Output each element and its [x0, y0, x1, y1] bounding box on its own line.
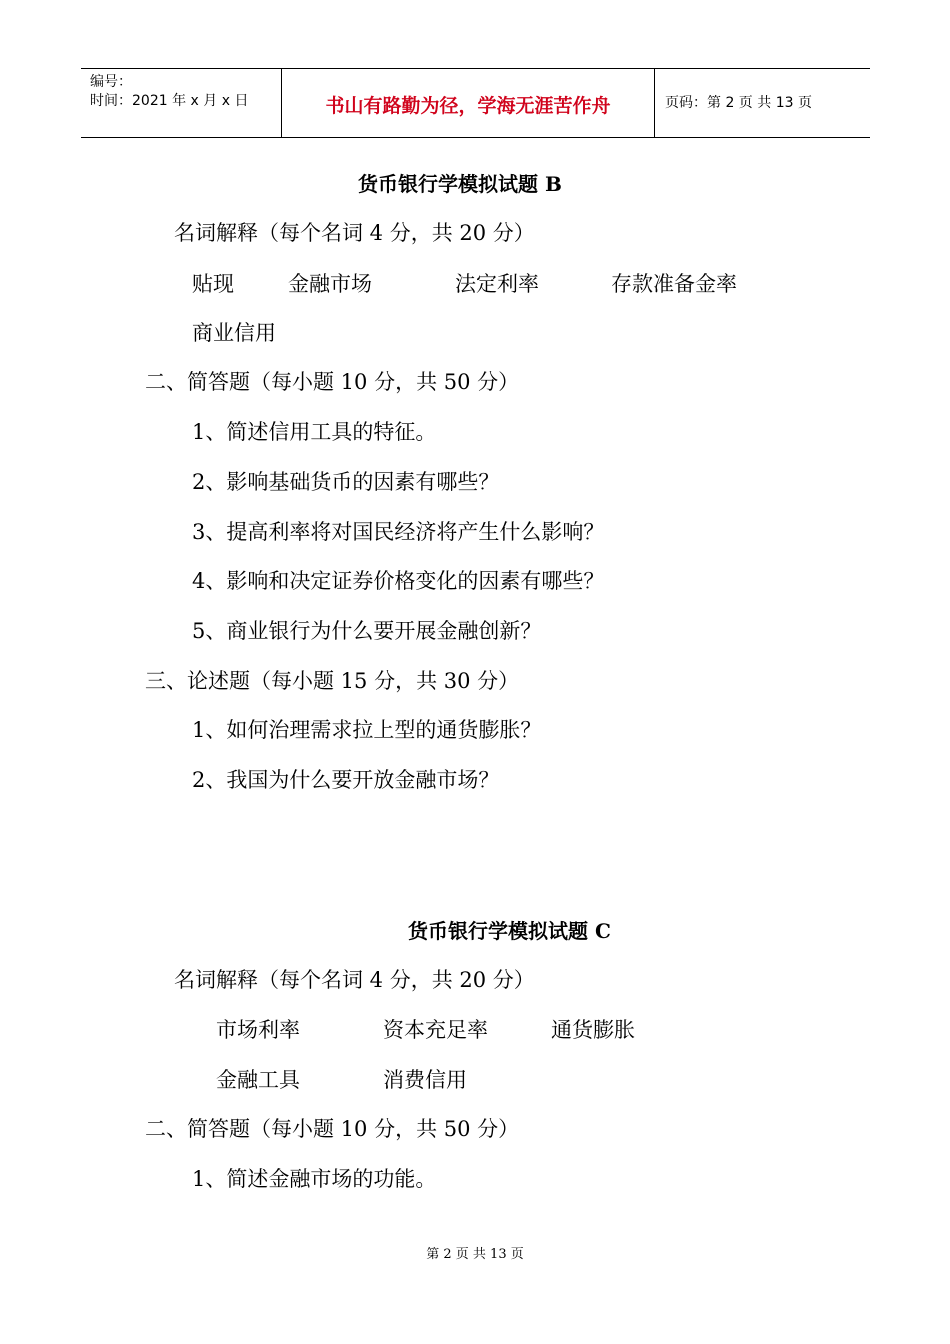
section-b-term: 法定利率 [455, 272, 539, 296]
section-c-terms-heading: 名词解释（每个名词 4 分，共 20 分） [174, 968, 535, 992]
section-b-term: 金融市场 [288, 272, 372, 296]
section-b-essay-item: 2、我国为什么要开放金融市场？ [192, 768, 500, 792]
section-c-term: 消费信用 [383, 1068, 467, 1092]
header-motto-cell [282, 69, 655, 137]
section-c-term: 金融工具 [216, 1068, 300, 1092]
section-b-short-item: 4、影响和决定证券价格变化的因素有哪些？ [192, 569, 605, 593]
section-b-term: 商业信用 [192, 321, 276, 345]
section-c-title: 货币银行学模拟试题 C [408, 919, 611, 943]
section-b-short-item: 3、提高利率将对国民经济将产生什么影响？ [192, 520, 605, 544]
header-page-cell [655, 69, 870, 137]
section-b-terms-heading: 名词解释（每个名词 4 分，共 20 分） [174, 221, 535, 245]
time-label: 时间：2021 年 x 月 x 日 [90, 93, 249, 109]
section-b-essay-item: 1、如何治理需求拉上型的通货膨胀？ [192, 718, 542, 742]
section-b-short-item: 2、影响基础货币的因素有哪些？ [192, 470, 500, 494]
section-c-short-item: 1、简述金融市场的功能。 [192, 1167, 437, 1191]
header-meta-cell [81, 69, 282, 137]
section-b-term: 存款准备金率 [611, 272, 737, 296]
section-b-title: 货币银行学模拟试题 B [358, 172, 562, 196]
section-b-short-item: 5、商业银行为什么要开展金融创新？ [192, 619, 542, 643]
section-c-term: 资本充足率 [383, 1018, 488, 1042]
motto: 书山有路勤为径，学海无涯苦作舟 [325, 95, 611, 117]
section-b-short-item: 1、简述信用工具的特征。 [192, 420, 437, 444]
section-c-short-heading: 二、简答题（每小题 10 分，共 50 分） [145, 1117, 520, 1141]
section-b-short-heading: 二、简答题（每小题 10 分，共 50 分） [145, 370, 520, 394]
section-c-term: 市场利率 [216, 1018, 300, 1042]
code-label: 编号： [90, 74, 132, 90]
section-b-essay-heading: 三、论述题（每小题 15 分，共 30 分） [145, 669, 520, 693]
section-c-term: 通货膨胀 [551, 1018, 635, 1042]
page-footer: 第 2 页 共 13 页 [426, 1247, 524, 1262]
section-b-term: 贴现 [192, 272, 234, 296]
page-label: 页码：第 2 页 共 13 页 [665, 95, 812, 111]
page-header [81, 68, 870, 138]
